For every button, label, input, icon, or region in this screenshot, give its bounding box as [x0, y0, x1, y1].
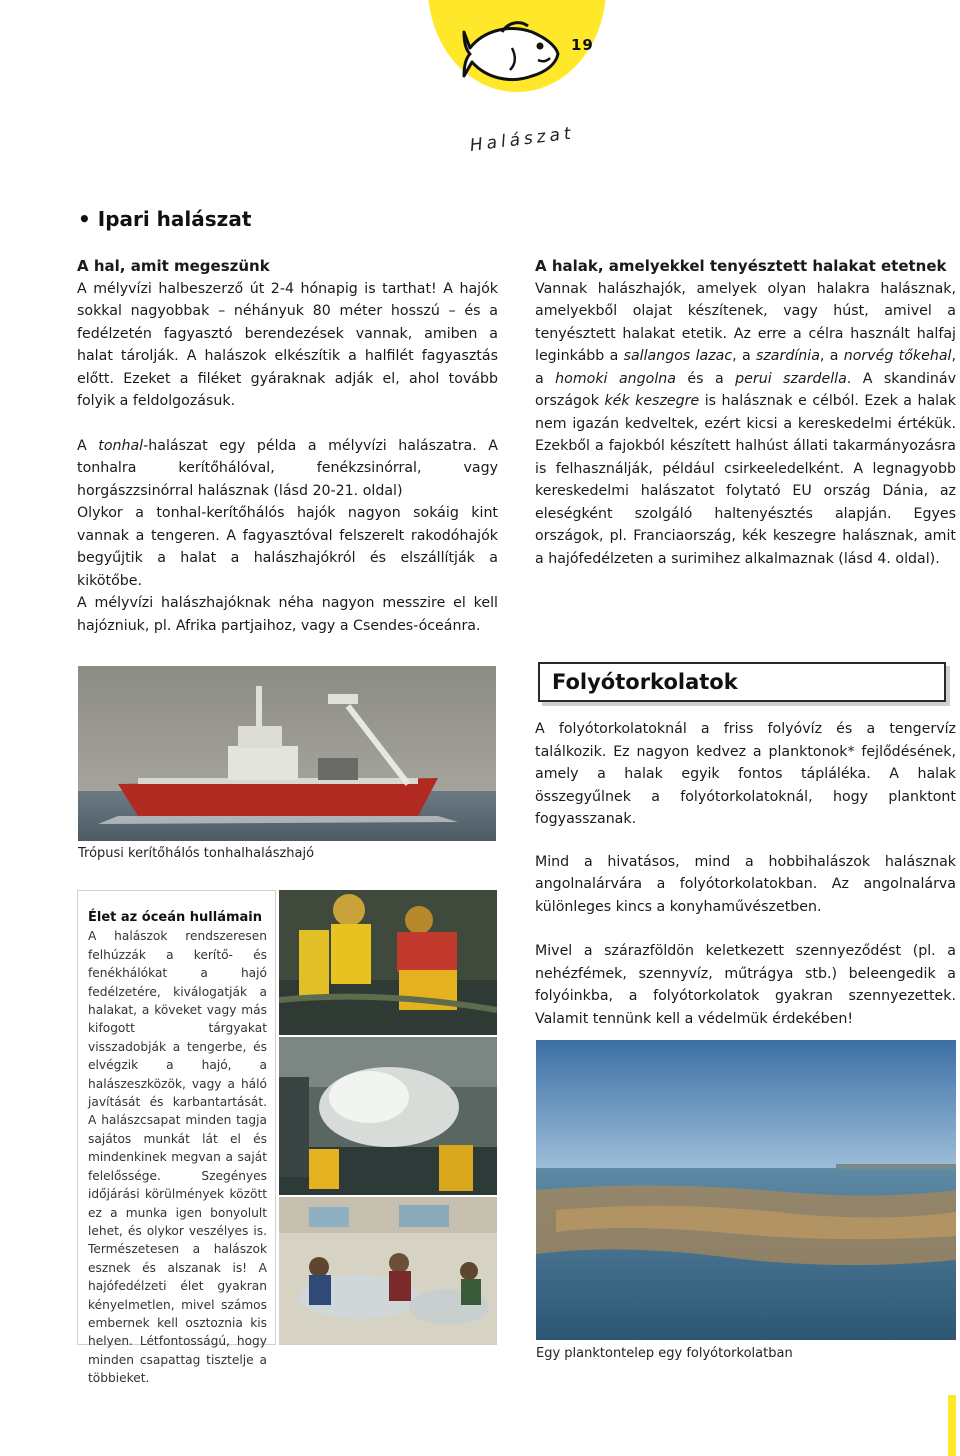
folyo-title-box — [538, 662, 946, 702]
sidebar-text: A halászok rendszeresen felhúzzák a kerítő- és fenékhálókat a hajó fedélzetére, kiválogatják a halakat, a köveket vagy más kifogott tárgyakat visszadobják a tengerbe, és elvégzik a hajó, a halászeszközök, vagy a háló javítását és karbantartását. A halászcsapat minden tagja sajátos munkát lát el és mindenkinek megvan a saját felelőssége. Szegényes időjárási körülmények között ez a munka igen bonyolult lehet, és olykor veszélyes is. Természetesen a halászok esznek és alszanak is! A hajófedélzeti élet gyakran kényelmetlen, mivel számos embernek kell osztoznia kis helyen. Létfontosságú, hogy minden csapattag tisztelje a többieket. — [88, 929, 267, 1386]
right-column — [535, 255, 956, 570]
folyo-paragraph-1: A folyótorkolatoknál a friss folyóvíz és a tengervíz találkozik. Ez nagyon kedvez a planktonok* fejlődésének, amely a halak egyik fontos tápláléka. A halak összegyűlnek a folyótorkolatoknál, hogy planktont fogyasszanak. — [535, 721, 956, 827]
tuna-vessel-photo — [78, 666, 496, 841]
section-title: Halászat — [468, 123, 576, 156]
folyo-text — [535, 718, 956, 1030]
mess-room-photo — [279, 1197, 497, 1345]
folyo-paragraph-3: Mivel a szárazföldön keletkezett szennyeződést (pl. a nehézfémek, szennyvíz, műtrágya stb.) beleengedik a folyóinkba, a folyótorkolatok gyakran szennyezettek. Valamit tennünk kell a védelmük érdekében! — [535, 943, 956, 1027]
main-heading-text: Ipari halászat — [97, 207, 252, 231]
left-paragraph-3: Olykor a tonhal-kerítőhálós hajók nagyon sokáig kint vannak a tengeren. A fagyasztóval felszerelt rakodóhajók begyűjtik a halat a halászhajókról és elszállítják a kikötőbe. — [77, 505, 498, 589]
folyo-title: Folyótorkolatok — [552, 670, 738, 694]
main-heading — [78, 207, 251, 231]
left-heading: A hal, amit megeszünk — [77, 257, 270, 275]
photo1-caption: Trópusi kerítőhálós tonhalhalászhajó — [78, 846, 315, 861]
plankton-estuary-photo — [536, 1040, 956, 1340]
left-paragraph-2: A tonhal-halászat egy példa a mélyvízi halászatra. A tonhalra kerítőhálóval, fenékzsinórral, vagy horgászzsinórral halásznak (lásd 20-21. oldal) — [77, 437, 498, 499]
tuna-term: tonhal — [98, 437, 144, 454]
left-column — [77, 255, 498, 637]
photo5-caption: Egy planktontelep egy folyótorkolatban — [536, 1346, 793, 1361]
fish-icon — [462, 18, 570, 90]
sidebar-heading: Élet az óceán hullámain — [88, 910, 262, 925]
sidebar-box — [77, 890, 276, 1386]
fishermen-deck-photo — [279, 890, 497, 1035]
edge-color-bar — [948, 1395, 956, 1456]
left-paragraph-1: A mélyvízi halbeszerző út 2-4 hónapig is tarthat! A hajók sokkal nagyobbak – néhányuk 80 méter hosszú – és a fedélzetén fagyasztó berendezések vannak, amiben a halat tárolják. A halászok elkészítik a halfilét fagyasztás előtt. Ezeket a filéket gyáraknak adják el, ahol tovább folyik a feldolgozásuk. — [77, 280, 498, 409]
page-number: 19 — [571, 36, 594, 54]
left-paragraph-4: A mélyvízi halászhajóknak néha nagyon messzire el kell hajózniuk, pl. Afrika partjaihoz, vagy a Csendes-óceánra. — [77, 595, 498, 634]
folyo-paragraph-2: Mind a hivatásos, mind a hobbihalászok halásznak angolnalárvára a folyótorkolatokban. Az angolnalárva különleges kincs a konyhaművészetben. — [535, 853, 956, 915]
right-paragraph: Vannak halászhajók, amelyek olyan halakra halásznak, amelyekből olajat készítenek, vagy húst, amivel a tenyésztett halakat etetik. Az erre a célra használt halfaj leginkább a sallangos lazac, a szardínia, a norvég tőkehal, a homoki angolna és a perui szardella. A skandináv országok kék keszegre is halásznak e célból. Ezek a halak nem igazán kedveltek, ezért kicsi a kereskedelmi értékük. Ezekből a fajokból készített halhúst állati takarmányozásra is felhasználják, például csirkeeledelként. A legnagyobb kereskedelmi halászatot folytató EU ország Dánia, az eleségként szolgáló haltenyésztés alapján. Egyes országok, pl. Franciaország, kék keszegre halásznak, amit a hajófedélzeten a surimihez alkalmaznak (lásd 4. oldal). — [535, 280, 957, 567]
right-heading: A halak, amelyekkel tenyésztett halakat etetnek — [535, 257, 947, 275]
bullet-icon: • — [78, 207, 98, 231]
rough-sea-photo — [279, 1037, 497, 1195]
